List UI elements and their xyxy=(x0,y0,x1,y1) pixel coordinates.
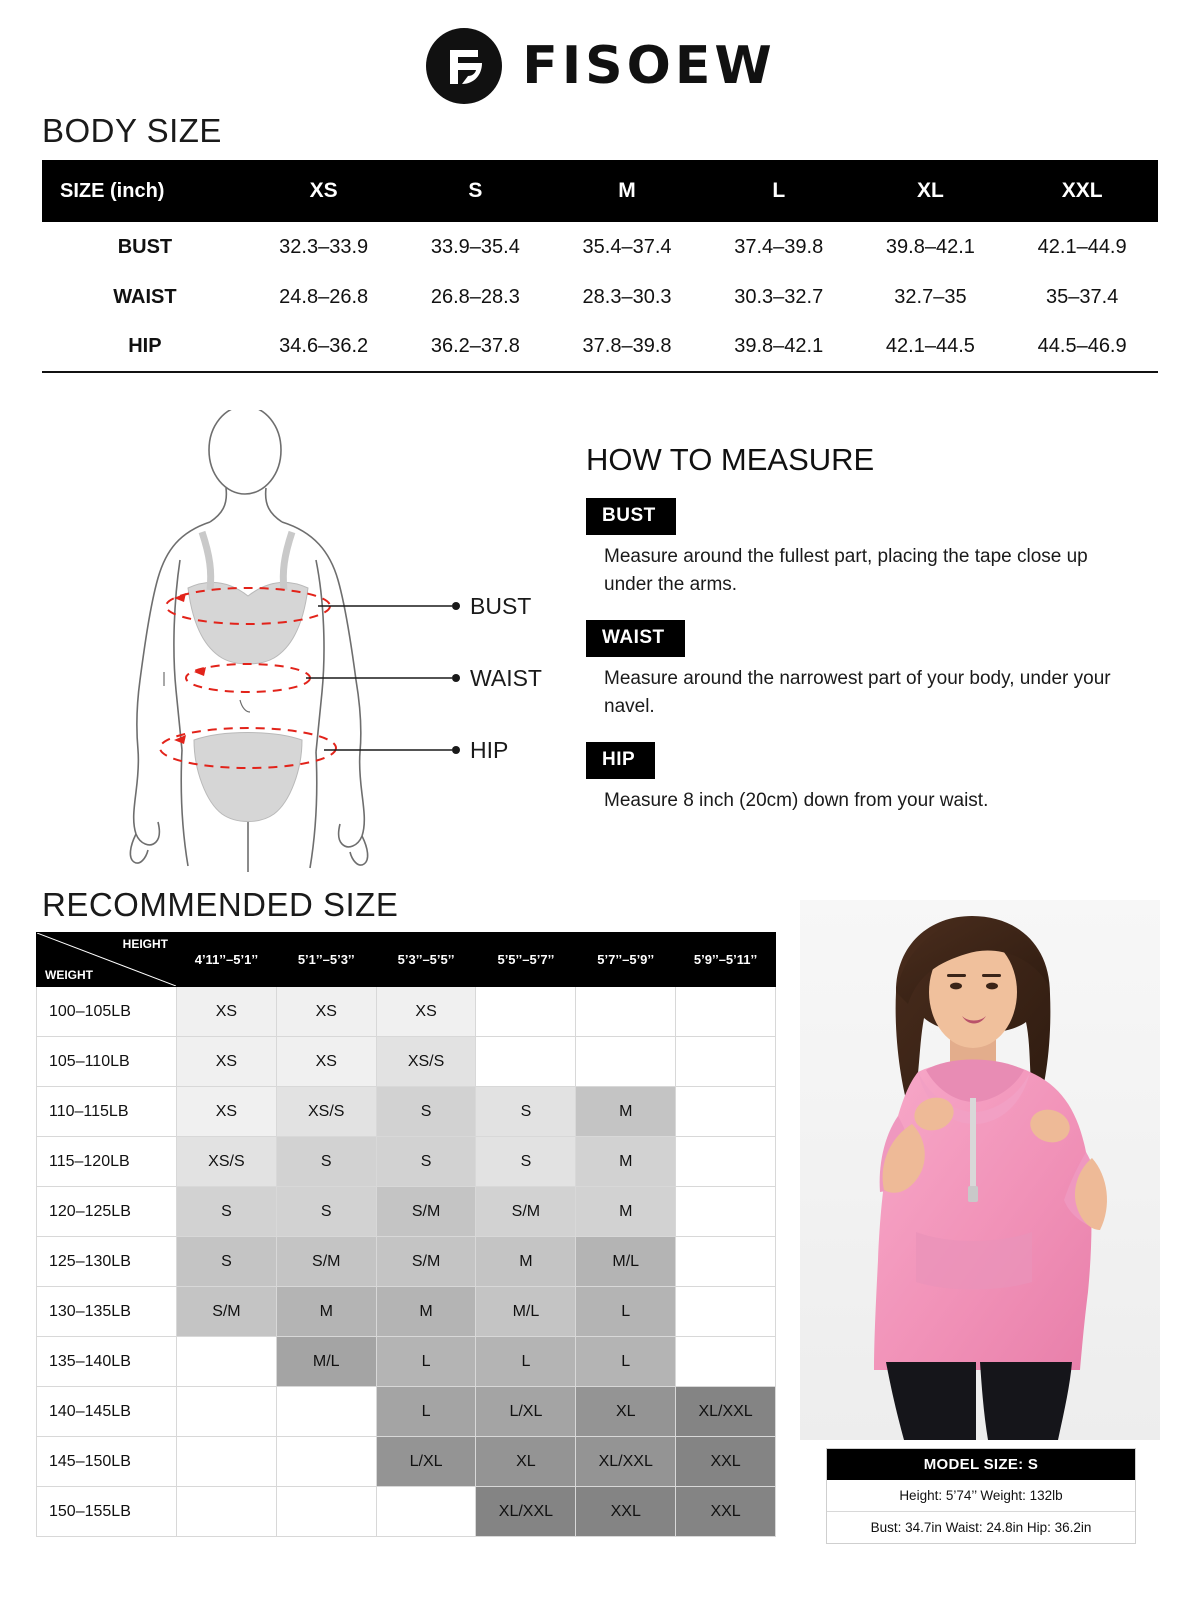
weight-label: 125–130LB xyxy=(37,1237,177,1287)
size-cell: XS xyxy=(177,987,277,1037)
cell-waist-xxl: 35–37.4 xyxy=(1006,272,1158,322)
cell-hip-s: 36.2–37.8 xyxy=(400,322,552,372)
size-cell: L/XL xyxy=(376,1437,476,1487)
recommended-size-heading: RECOMMENDED SIZE xyxy=(42,886,399,923)
cell-bust-xl: 39.8–42.1 xyxy=(855,222,1007,272)
corner-header xyxy=(37,933,177,987)
size-cell: S/M xyxy=(177,1287,277,1337)
height-col-6: 5’9’’–5’11’’ xyxy=(676,933,776,987)
table-row xyxy=(37,987,776,1037)
cell-waist-m: 28.3–30.3 xyxy=(551,272,703,322)
weight-label: 145–150LB xyxy=(37,1437,177,1487)
cell-waist-xl: 32.7–35 xyxy=(855,272,1007,322)
cell-hip-l: 39.8–42.1 xyxy=(703,322,855,372)
size-cell xyxy=(177,1337,277,1387)
column-header-size: SIZE (inch) xyxy=(42,160,248,222)
size-cell: S/M xyxy=(376,1237,476,1287)
fisoew-logo-icon xyxy=(424,26,504,106)
recommended-size-section xyxy=(36,932,776,1537)
weight-label: 105–110LB xyxy=(37,1037,177,1087)
height-col-1: 4’11’’–5’1’’ xyxy=(177,933,277,987)
size-cell: S/M xyxy=(476,1187,576,1237)
size-cell: S/M xyxy=(376,1187,476,1237)
size-cell xyxy=(676,1237,776,1287)
weight-label: 140–145LB xyxy=(37,1387,177,1437)
cell-waist-xs: 24.8–26.8 xyxy=(248,272,400,322)
size-cell xyxy=(476,987,576,1037)
cell-bust-l: 37.4–39.8 xyxy=(703,222,855,272)
size-cell: M xyxy=(576,1187,676,1237)
model-height-weight: Height: 5’74’’ Weight: 132lb xyxy=(827,1480,1135,1512)
size-cell: XS xyxy=(276,987,376,1037)
height-col-4: 5’5’’–5’7’’ xyxy=(476,933,576,987)
table-header-row xyxy=(37,933,776,987)
size-cell: XL xyxy=(476,1437,576,1487)
size-cell: XXL xyxy=(676,1487,776,1537)
column-header-xl: XL xyxy=(855,160,1007,222)
cell-hip-m: 37.8–39.8 xyxy=(551,322,703,372)
size-cell xyxy=(177,1487,277,1537)
size-cell: S xyxy=(177,1237,277,1287)
size-cell: S xyxy=(376,1137,476,1187)
size-cell xyxy=(676,1337,776,1387)
size-cell xyxy=(576,987,676,1037)
how-to-measure-heading: HOW TO MEASURE xyxy=(586,442,875,477)
column-header-m: M xyxy=(551,160,703,222)
weight-label: 115–120LB xyxy=(37,1137,177,1187)
size-cell: M/L xyxy=(276,1337,376,1387)
table-row xyxy=(37,1237,776,1287)
measure-item-bust xyxy=(586,498,1146,598)
measure-text-waist: Measure around the narrowest part of your body, under your navel. xyxy=(604,668,1111,717)
column-header-xxl: XXL xyxy=(1006,160,1158,222)
corner-weight-label: WEIGHT xyxy=(45,968,93,982)
figure-label-bust: BUST xyxy=(470,593,532,619)
size-cell: XS/S xyxy=(177,1137,277,1187)
size-cell: XL/XXL xyxy=(476,1487,576,1537)
size-cell xyxy=(376,1487,476,1537)
cell-hip-xxl: 44.5–46.9 xyxy=(1006,322,1158,372)
weight-label: 130–135LB xyxy=(37,1287,177,1337)
table-header-row xyxy=(42,160,1158,222)
size-cell: XL/XXL xyxy=(576,1437,676,1487)
measure-item-waist xyxy=(586,620,1146,720)
measure-text-bust: Measure around the fullest part, placing the tape close up under the arms. xyxy=(604,546,1088,595)
measure-tag-waist: WAIST xyxy=(586,620,685,657)
size-cell xyxy=(276,1487,376,1537)
size-cell xyxy=(177,1387,277,1437)
size-cell: S xyxy=(476,1087,576,1137)
model-photo xyxy=(800,900,1160,1440)
model-measurements: Bust: 34.7in Waist: 24.8in Hip: 36.2in xyxy=(870,1520,1092,1535)
size-cell: M/L xyxy=(476,1287,576,1337)
body-size-heading: BODY SIZE xyxy=(42,112,222,149)
size-cell xyxy=(476,1037,576,1087)
model-size-header: MODEL SIZE: S xyxy=(827,1449,1135,1480)
size-cell xyxy=(676,987,776,1037)
height-col-5: 5’7’’–5’9’’ xyxy=(576,933,676,987)
table-row xyxy=(42,272,1158,322)
row-label-hip: HIP xyxy=(42,322,248,372)
figure-label-hip: HIP xyxy=(470,737,509,763)
table-row xyxy=(37,1437,776,1487)
table-row xyxy=(42,322,1158,372)
size-cell xyxy=(576,1037,676,1087)
cell-bust-m: 35.4–37.4 xyxy=(551,222,703,272)
size-cell: M xyxy=(576,1137,676,1187)
size-cell: M/L xyxy=(576,1237,676,1287)
size-cell xyxy=(276,1387,376,1437)
table-row xyxy=(37,1287,776,1337)
how-to-measure-section xyxy=(586,442,1146,837)
row-label-bust: BUST xyxy=(42,222,248,272)
size-cell: XS xyxy=(177,1037,277,1087)
cell-waist-s: 26.8–28.3 xyxy=(400,272,552,322)
measure-text-hip: Measure 8 inch (20cm) down from your waist. xyxy=(604,790,989,812)
size-cell xyxy=(676,1287,776,1337)
measure-item-hip xyxy=(586,742,1146,815)
cell-hip-xl: 42.1–44.5 xyxy=(855,322,1007,372)
size-cell: M xyxy=(476,1237,576,1287)
weight-label: 135–140LB xyxy=(37,1337,177,1387)
body-size-table xyxy=(42,160,1158,373)
size-cell: S xyxy=(276,1187,376,1237)
size-cell: L xyxy=(376,1387,476,1437)
cell-bust-xs: 32.3–33.9 xyxy=(248,222,400,272)
table-row xyxy=(37,1337,776,1387)
size-cell xyxy=(676,1137,776,1187)
size-cell: XS/S xyxy=(376,1037,476,1087)
table-row xyxy=(37,1187,776,1237)
table-row xyxy=(37,1137,776,1187)
size-cell: XXL xyxy=(676,1437,776,1487)
cell-bust-s: 33.9–35.4 xyxy=(400,222,552,272)
weight-label: 120–125LB xyxy=(37,1187,177,1237)
size-cell: S xyxy=(276,1137,376,1187)
size-cell: XS xyxy=(376,987,476,1037)
table-row xyxy=(37,1487,776,1537)
size-cell: L xyxy=(576,1287,676,1337)
model-size-card xyxy=(826,1448,1136,1544)
measure-tag-hip: HIP xyxy=(586,742,655,779)
size-cell xyxy=(676,1187,776,1237)
height-col-3: 5’3’’–5’5’’ xyxy=(376,933,476,987)
size-cell: S xyxy=(376,1087,476,1137)
row-label-waist: WAIST xyxy=(42,272,248,322)
column-header-s: S xyxy=(400,160,552,222)
height-col-2: 5’1’’–5’3’’ xyxy=(276,933,376,987)
size-cell: XL/XXL xyxy=(676,1387,776,1437)
corner-height-label: HEIGHT xyxy=(122,937,168,951)
size-cell: S/M xyxy=(276,1237,376,1287)
size-cell: S xyxy=(177,1187,277,1237)
weight-label: 150–155LB xyxy=(37,1487,177,1537)
size-cell: L xyxy=(476,1337,576,1387)
body-size-section xyxy=(42,112,1158,373)
brand-header xyxy=(0,0,1200,104)
figure-label-waist: WAIST xyxy=(470,665,542,691)
weight-label: 100–105LB xyxy=(37,987,177,1037)
size-cell: S xyxy=(476,1137,576,1187)
recommended-size-table xyxy=(36,932,776,1537)
size-cell: XL xyxy=(576,1387,676,1437)
size-cell xyxy=(177,1437,277,1487)
size-cell xyxy=(676,1087,776,1137)
brand-name: FISOEW xyxy=(522,36,776,96)
size-cell: M xyxy=(276,1287,376,1337)
table-row xyxy=(37,1087,776,1137)
size-cell: M xyxy=(376,1287,476,1337)
size-cell: XS/S xyxy=(276,1087,376,1137)
table-row xyxy=(42,222,1158,272)
size-cell: L xyxy=(576,1337,676,1387)
cell-waist-l: 30.3–32.7 xyxy=(703,272,855,322)
column-header-l: L xyxy=(703,160,855,222)
size-cell: L xyxy=(376,1337,476,1387)
measure-tag-bust: BUST xyxy=(586,498,676,535)
size-cell xyxy=(676,1037,776,1087)
column-header-xs: XS xyxy=(248,160,400,222)
size-cell: XS xyxy=(177,1087,277,1137)
weight-label: 110–115LB xyxy=(37,1087,177,1137)
measurement-figure xyxy=(70,410,570,880)
table-row xyxy=(37,1387,776,1437)
table-row xyxy=(37,1037,776,1087)
size-cell xyxy=(276,1437,376,1487)
size-cell: XS xyxy=(276,1037,376,1087)
size-cell: XXL xyxy=(576,1487,676,1537)
cell-hip-xs: 34.6–36.2 xyxy=(248,322,400,372)
size-cell: L/XL xyxy=(476,1387,576,1437)
recommended-size-body xyxy=(37,987,776,1537)
cell-bust-xxl: 42.1–44.9 xyxy=(1006,222,1158,272)
size-cell: M xyxy=(576,1087,676,1137)
